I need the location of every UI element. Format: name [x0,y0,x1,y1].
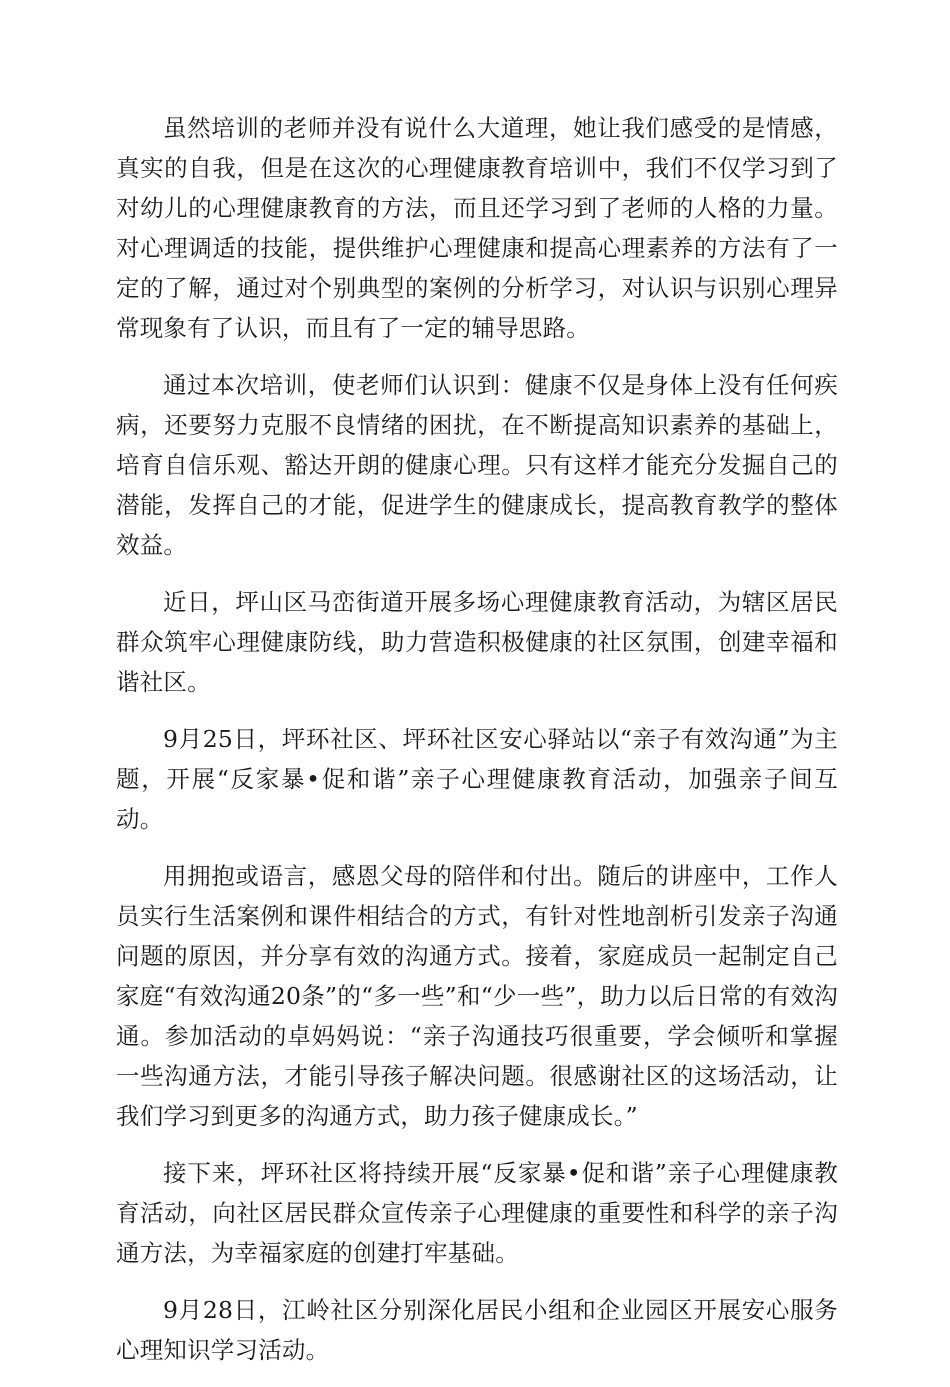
document-body [116,108,838,1387]
paragraph-1: 虽然培训的老师并没有说什么大道理，她让我们感受的是情感，真实的自我，但是在这次的心理健康教育培训中，我们不仅学习到了对幼儿的心理健康教育的方法，而且还学习到了老师的人格的力量。对心理调适的技能，提供维护心理健康和提高心理素养的方法有了一定的了解，通过对个别典型的案例的分析学习，对认识与识别心理异常现象有了认识，而且有了一定的辅导思路。 [116,114,838,342]
paragraph-5: 用拥抱或语言，感恩父母的陪伴和付出。随后的讲座中，工作人员实行生活案例和课件相结合的方式，有针对性地剖析引发亲子沟通问题的原因，并分享有效的沟通方式。接着，家庭成员一起制定自己家庭“有效沟通20条”的“多一些”和“少一些”，助力以后日常的有效沟通。参加活动的卓妈妈说：“亲子沟通技巧很重要，学会倾听和掌握一些沟通方法，才能引导孩子解决问题。很感谢社区的这场活动，让我们学习到更多的沟通方式，助力孩子健康成长。” [116,862,838,1130]
paragraph-7: 9月28日，江岭社区分别深化居民小组和企业园区开展安心服务心理知识学习活动。 [116,1296,838,1364]
paragraph-3: 近日，坪山区马峦街道开展多场心理健康教育活动，为辖区居民群众筑牢心理健康防线，助力营造积极健康的社区氛围，创建幸福和谐社区。 [116,588,838,696]
paragraph-4: 9月25日，坪环社区、坪环社区安心驿站以“亲子有效沟通”为主题，开展“反家暴•促和谐”亲子心理健康教育活动，加强亲子间互动。 [116,725,838,833]
paragraph-6: 接下来，坪环社区将持续开展“反家暴•促和谐”亲子心理健康教育活动，向社区居民群众宣传亲子心理健康的重要性和科学的亲子沟通方法，为幸福家庭的创建打牢基础。 [116,1159,838,1267]
paragraph-2: 通过本次培训，使老师们认识到：健康不仅是身体上没有任何疾病，还要努力克服不良情绪的困扰，在不断提高知识素养的基础上，培育自信乐观、豁达开朗的健康心理。只有这样才能充分发掘自己的潜能，发挥自己的才能，促进学生的健康成长，提高教育教学的整体效益。 [116,371,838,559]
